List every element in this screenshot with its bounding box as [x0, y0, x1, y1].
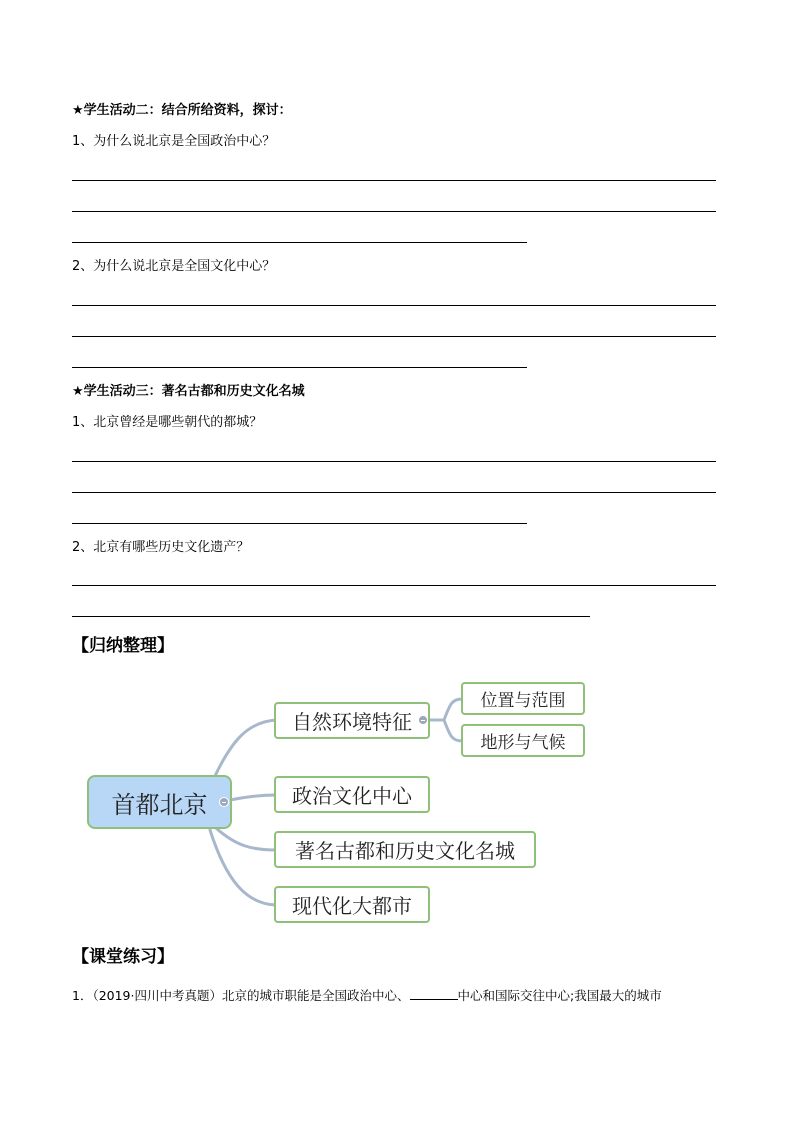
mindmap-sub-terrain-climate[interactable]: 地形与气候	[461, 724, 585, 757]
connector-line	[210, 830, 276, 905]
activity3-title: ★学生活动三：著名古都和历史文化名城	[72, 384, 305, 399]
activity3-question-1: 1、北京曾经是哪些朝代的都城？	[72, 415, 263, 430]
question-text-suffix: 中心和国际交往中心;我国最大的城市	[457, 988, 662, 1003]
mindmap-branch-natural-environment[interactable]: 自然环境特征	[274, 702, 430, 739]
mindmap-sub-location[interactable]: 位置与范围	[461, 682, 585, 715]
connector-line	[230, 795, 276, 800]
fill-in-blank[interactable]	[410, 987, 458, 1000]
activity2-title: ★学生活动二：结合所给资料，探讨：	[72, 103, 292, 118]
collapse-toggle-icon[interactable]	[418, 715, 428, 725]
activity3-question-2: 2、北京有哪些历史文化遗产？	[72, 540, 250, 555]
collapse-toggle-icon[interactable]	[219, 797, 229, 807]
summary-heading: 【归纳整理】	[72, 636, 174, 656]
practice-heading: 【课堂练习】	[72, 947, 174, 967]
connector-line	[216, 828, 276, 850]
connector-line	[444, 720, 462, 741]
mindmap-root-node[interactable]: 首都北京	[87, 775, 232, 829]
mindmap-branch-ancient-capital[interactable]: 著名古都和历史文化名城	[274, 831, 536, 868]
mindmap-branch-modern-metropolis[interactable]: 现代化大都市	[274, 886, 430, 923]
activity2-question-2: 2、为什么说北京是全国文化中心？	[72, 259, 276, 274]
mindmap-branch-political-cultural[interactable]: 政治文化中心	[274, 776, 430, 813]
practice-question-1	[72, 987, 662, 1004]
activity2-question-1: 1、为什么说北京是全国政治中心？	[72, 134, 276, 149]
connector-line	[444, 699, 462, 720]
question-text-prefix: 1．（2019·四川中考真题）北京的城市职能是全国政治中心、	[72, 988, 410, 1003]
connector-line	[214, 720, 276, 778]
